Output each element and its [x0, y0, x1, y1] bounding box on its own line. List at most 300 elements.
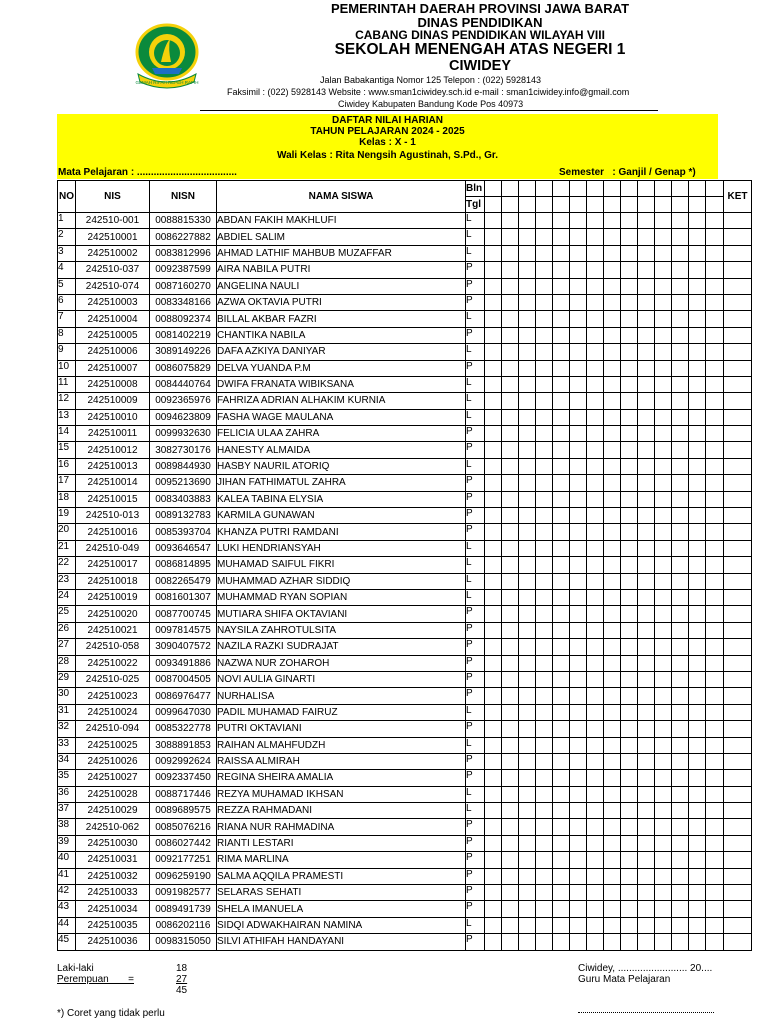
- grade-cell[interactable]: [536, 426, 553, 442]
- grade-cell[interactable]: [638, 245, 655, 261]
- grade-cell[interactable]: [689, 721, 706, 737]
- grade-cell[interactable]: [587, 852, 604, 868]
- ket-cell[interactable]: [724, 573, 752, 589]
- grade-cell[interactable]: [672, 655, 689, 671]
- grade-cell[interactable]: [655, 803, 672, 819]
- grade-cell[interactable]: [655, 442, 672, 458]
- grade-cell[interactable]: [672, 704, 689, 720]
- grade-cell[interactable]: [485, 393, 502, 409]
- grade-cell[interactable]: [706, 426, 724, 442]
- grade-cell[interactable]: [502, 557, 519, 573]
- grade-cell[interactable]: [536, 819, 553, 835]
- grade-cell[interactable]: [587, 803, 604, 819]
- grade-cell[interactable]: [655, 393, 672, 409]
- grade-cell[interactable]: [519, 639, 536, 655]
- grade-cell[interactable]: [536, 753, 553, 769]
- grade-cell[interactable]: [502, 508, 519, 524]
- grade-cell[interactable]: [672, 344, 689, 360]
- grade-cell[interactable]: [638, 491, 655, 507]
- grade-cell[interactable]: [689, 376, 706, 392]
- grade-cell[interactable]: [706, 852, 724, 868]
- grade-cell[interactable]: [689, 622, 706, 638]
- grade-cell[interactable]: [672, 868, 689, 884]
- grade-cell[interactable]: [706, 868, 724, 884]
- ket-cell[interactable]: [724, 852, 752, 868]
- grade-cell[interactable]: [672, 426, 689, 442]
- grade-cell[interactable]: [485, 278, 502, 294]
- grade-cell[interactable]: [502, 245, 519, 261]
- ket-cell[interactable]: [724, 557, 752, 573]
- grade-cell[interactable]: [587, 409, 604, 425]
- grade-cell[interactable]: [672, 622, 689, 638]
- grade-cell[interactable]: [485, 491, 502, 507]
- grade-cell[interactable]: [655, 688, 672, 704]
- ket-cell[interactable]: [724, 508, 752, 524]
- grade-cell[interactable]: [638, 655, 655, 671]
- grade-cell[interactable]: [638, 229, 655, 245]
- grade-cell[interactable]: [553, 442, 570, 458]
- ket-cell[interactable]: [724, 868, 752, 884]
- grade-cell[interactable]: [672, 589, 689, 605]
- grade-cell[interactable]: [536, 213, 553, 229]
- grade-cell[interactable]: [621, 245, 638, 261]
- grade-cell[interactable]: [519, 671, 536, 687]
- grade-cell[interactable]: [587, 524, 604, 540]
- grade-cell[interactable]: [519, 901, 536, 917]
- grade-cell[interactable]: [502, 852, 519, 868]
- grade-cell[interactable]: [485, 835, 502, 851]
- grade-cell[interactable]: [519, 688, 536, 704]
- ket-cell[interactable]: [724, 229, 752, 245]
- grade-cell[interactable]: [570, 344, 587, 360]
- grade-cell[interactable]: [485, 934, 502, 950]
- grade-cell[interactable]: [655, 885, 672, 901]
- grade-cell[interactable]: [587, 327, 604, 343]
- grade-cell[interactable]: [638, 868, 655, 884]
- grade-cell[interactable]: [672, 458, 689, 474]
- grade-cell[interactable]: [621, 934, 638, 950]
- grade-cell[interactable]: [485, 737, 502, 753]
- grade-cell[interactable]: [570, 934, 587, 950]
- grade-cell[interactable]: [638, 409, 655, 425]
- grade-cell[interactable]: [553, 458, 570, 474]
- grade-cell[interactable]: [519, 704, 536, 720]
- grade-cell[interactable]: [519, 589, 536, 605]
- grade-cell[interactable]: [570, 606, 587, 622]
- grade-cell[interactable]: [502, 573, 519, 589]
- grade-cell[interactable]: [536, 589, 553, 605]
- ket-cell[interactable]: [724, 885, 752, 901]
- grade-cell[interactable]: [655, 475, 672, 491]
- grade-cell[interactable]: [604, 524, 621, 540]
- grade-cell[interactable]: [536, 770, 553, 786]
- ket-cell[interactable]: [724, 639, 752, 655]
- grade-cell[interactable]: [604, 868, 621, 884]
- grade-cell[interactable]: [570, 655, 587, 671]
- grade-cell[interactable]: [655, 655, 672, 671]
- grade-cell[interactable]: [570, 458, 587, 474]
- grade-cell[interactable]: [621, 344, 638, 360]
- ket-cell[interactable]: [724, 294, 752, 310]
- grade-cell[interactable]: [553, 540, 570, 556]
- grade-cell[interactable]: [706, 393, 724, 409]
- grade-cell[interactable]: [536, 639, 553, 655]
- grade-cell[interactable]: [706, 278, 724, 294]
- grade-cell[interactable]: [604, 213, 621, 229]
- grade-cell[interactable]: [604, 901, 621, 917]
- grade-cell[interactable]: [672, 737, 689, 753]
- grade-cell[interactable]: [485, 803, 502, 819]
- grade-cell[interactable]: [536, 262, 553, 278]
- grade-cell[interactable]: [536, 294, 553, 310]
- grade-cell[interactable]: [621, 901, 638, 917]
- grade-cell[interactable]: [655, 868, 672, 884]
- grade-cell[interactable]: [485, 655, 502, 671]
- grade-cell[interactable]: [655, 557, 672, 573]
- grade-cell[interactable]: [536, 885, 553, 901]
- grade-cell[interactable]: [604, 327, 621, 343]
- grade-cell[interactable]: [706, 671, 724, 687]
- grade-cell[interactable]: [655, 491, 672, 507]
- grade-cell[interactable]: [570, 278, 587, 294]
- grade-cell[interactable]: [706, 262, 724, 278]
- grade-cell[interactable]: [485, 245, 502, 261]
- grade-cell[interactable]: [485, 901, 502, 917]
- grade-cell[interactable]: [689, 737, 706, 753]
- grade-cell[interactable]: [672, 278, 689, 294]
- grade-cell[interactable]: [587, 917, 604, 933]
- grade-cell[interactable]: [604, 573, 621, 589]
- grade-cell[interactable]: [638, 885, 655, 901]
- grade-cell[interactable]: [638, 262, 655, 278]
- grade-cell[interactable]: [604, 245, 621, 261]
- grade-cell[interactable]: [587, 442, 604, 458]
- grade-cell[interactable]: [553, 245, 570, 261]
- grade-cell[interactable]: [689, 360, 706, 376]
- grade-cell[interactable]: [536, 721, 553, 737]
- grade-cell[interactable]: [553, 278, 570, 294]
- grade-cell[interactable]: [621, 213, 638, 229]
- grade-cell[interactable]: [485, 573, 502, 589]
- ket-cell[interactable]: [724, 671, 752, 687]
- grade-cell[interactable]: [706, 229, 724, 245]
- grade-cell[interactable]: [621, 409, 638, 425]
- grade-cell[interactable]: [655, 934, 672, 950]
- grade-cell[interactable]: [553, 901, 570, 917]
- grade-cell[interactable]: [672, 819, 689, 835]
- grade-cell[interactable]: [621, 278, 638, 294]
- grade-cell[interactable]: [485, 311, 502, 327]
- grade-cell[interactable]: [638, 753, 655, 769]
- grade-cell[interactable]: [604, 671, 621, 687]
- grade-cell[interactable]: [485, 622, 502, 638]
- grade-cell[interactable]: [672, 852, 689, 868]
- grade-cell[interactable]: [570, 885, 587, 901]
- grade-cell[interactable]: [621, 737, 638, 753]
- grade-cell[interactable]: [604, 557, 621, 573]
- grade-cell[interactable]: [638, 737, 655, 753]
- grade-cell[interactable]: [706, 589, 724, 605]
- grade-cell[interactable]: [621, 458, 638, 474]
- grade-cell[interactable]: [553, 524, 570, 540]
- ket-cell[interactable]: [724, 409, 752, 425]
- grade-cell[interactable]: [587, 885, 604, 901]
- grade-cell[interactable]: [672, 885, 689, 901]
- grade-cell[interactable]: [604, 229, 621, 245]
- grade-cell[interactable]: [502, 704, 519, 720]
- grade-cell[interactable]: [502, 639, 519, 655]
- grade-cell[interactable]: [689, 327, 706, 343]
- grade-cell[interactable]: [587, 262, 604, 278]
- grade-cell[interactable]: [553, 262, 570, 278]
- grade-cell[interactable]: [502, 426, 519, 442]
- grade-cell[interactable]: [706, 934, 724, 950]
- grade-cell[interactable]: [502, 262, 519, 278]
- grade-cell[interactable]: [502, 786, 519, 802]
- grade-cell[interactable]: [655, 376, 672, 392]
- grade-cell[interactable]: [570, 557, 587, 573]
- grade-cell[interactable]: [672, 770, 689, 786]
- grade-cell[interactable]: [604, 639, 621, 655]
- grade-cell[interactable]: [655, 262, 672, 278]
- grade-cell[interactable]: [536, 868, 553, 884]
- grade-cell[interactable]: [536, 786, 553, 802]
- grade-cell[interactable]: [672, 753, 689, 769]
- ket-cell[interactable]: [724, 688, 752, 704]
- ket-cell[interactable]: [724, 311, 752, 327]
- grade-cell[interactable]: [536, 557, 553, 573]
- grade-cell[interactable]: [519, 409, 536, 425]
- grade-cell[interactable]: [519, 770, 536, 786]
- grade-cell[interactable]: [689, 770, 706, 786]
- grade-cell[interactable]: [502, 442, 519, 458]
- grade-cell[interactable]: [587, 868, 604, 884]
- grade-cell[interactable]: [536, 655, 553, 671]
- grade-cell[interactable]: [485, 344, 502, 360]
- grade-cell[interactable]: [570, 393, 587, 409]
- grade-cell[interactable]: [536, 229, 553, 245]
- grade-cell[interactable]: [689, 753, 706, 769]
- grade-cell[interactable]: [485, 606, 502, 622]
- grade-cell[interactable]: [570, 852, 587, 868]
- grade-cell[interactable]: [672, 688, 689, 704]
- grade-cell[interactable]: [553, 294, 570, 310]
- grade-cell[interactable]: [655, 917, 672, 933]
- grade-cell[interactable]: [502, 737, 519, 753]
- grade-cell[interactable]: [519, 917, 536, 933]
- grade-cell[interactable]: [570, 311, 587, 327]
- grade-cell[interactable]: [638, 393, 655, 409]
- grade-cell[interactable]: [689, 262, 706, 278]
- ket-cell[interactable]: [724, 803, 752, 819]
- grade-cell[interactable]: [621, 852, 638, 868]
- grade-cell[interactable]: [570, 835, 587, 851]
- grade-cell[interactable]: [638, 458, 655, 474]
- grade-cell[interactable]: [519, 524, 536, 540]
- grade-cell[interactable]: [672, 803, 689, 819]
- grade-cell[interactable]: [570, 737, 587, 753]
- grade-cell[interactable]: [706, 344, 724, 360]
- grade-cell[interactable]: [621, 229, 638, 245]
- ket-cell[interactable]: [724, 819, 752, 835]
- grade-cell[interactable]: [604, 917, 621, 933]
- grade-cell[interactable]: [519, 229, 536, 245]
- grade-cell[interactable]: [638, 426, 655, 442]
- ket-cell[interactable]: [724, 786, 752, 802]
- grade-cell[interactable]: [519, 622, 536, 638]
- grade-cell[interactable]: [604, 262, 621, 278]
- grade-cell[interactable]: [536, 409, 553, 425]
- ket-cell[interactable]: [724, 491, 752, 507]
- grade-cell[interactable]: [706, 655, 724, 671]
- grade-cell[interactable]: [689, 868, 706, 884]
- grade-cell[interactable]: [570, 376, 587, 392]
- grade-cell[interactable]: [485, 868, 502, 884]
- grade-cell[interactable]: [689, 245, 706, 261]
- grade-cell[interactable]: [502, 885, 519, 901]
- grade-cell[interactable]: [553, 671, 570, 687]
- grade-cell[interactable]: [587, 835, 604, 851]
- grade-cell[interactable]: [502, 540, 519, 556]
- grade-cell[interactable]: [553, 229, 570, 245]
- grade-cell[interactable]: [502, 278, 519, 294]
- grade-cell[interactable]: [621, 475, 638, 491]
- grade-cell[interactable]: [485, 688, 502, 704]
- grade-cell[interactable]: [502, 327, 519, 343]
- grade-cell[interactable]: [502, 917, 519, 933]
- grade-cell[interactable]: [587, 360, 604, 376]
- grade-cell[interactable]: [638, 688, 655, 704]
- grade-cell[interactable]: [553, 475, 570, 491]
- grade-cell[interactable]: [638, 475, 655, 491]
- grade-cell[interactable]: [587, 721, 604, 737]
- grade-cell[interactable]: [536, 606, 553, 622]
- grade-cell[interactable]: [536, 393, 553, 409]
- grade-cell[interactable]: [519, 262, 536, 278]
- grade-cell[interactable]: [655, 540, 672, 556]
- grade-cell[interactable]: [570, 622, 587, 638]
- grade-cell[interactable]: [689, 426, 706, 442]
- grade-cell[interactable]: [587, 671, 604, 687]
- grade-cell[interactable]: [655, 622, 672, 638]
- grade-cell[interactable]: [587, 540, 604, 556]
- grade-cell[interactable]: [536, 360, 553, 376]
- grade-cell[interactable]: [706, 835, 724, 851]
- grade-cell[interactable]: [553, 491, 570, 507]
- grade-cell[interactable]: [485, 327, 502, 343]
- ket-cell[interactable]: [724, 835, 752, 851]
- grade-cell[interactable]: [655, 753, 672, 769]
- grade-cell[interactable]: [689, 786, 706, 802]
- grade-cell[interactable]: [638, 721, 655, 737]
- ket-cell[interactable]: [724, 327, 752, 343]
- grade-cell[interactable]: [587, 934, 604, 950]
- grade-cell[interactable]: [638, 589, 655, 605]
- grade-cell[interactable]: [655, 213, 672, 229]
- grade-cell[interactable]: [604, 508, 621, 524]
- grade-cell[interactable]: [638, 344, 655, 360]
- grade-cell[interactable]: [502, 409, 519, 425]
- grade-cell[interactable]: [604, 934, 621, 950]
- grade-cell[interactable]: [553, 639, 570, 655]
- grade-cell[interactable]: [587, 589, 604, 605]
- grade-cell[interactable]: [553, 376, 570, 392]
- grade-cell[interactable]: [536, 475, 553, 491]
- grade-cell[interactable]: [655, 294, 672, 310]
- grade-cell[interactable]: [570, 327, 587, 343]
- grade-cell[interactable]: [570, 770, 587, 786]
- grade-cell[interactable]: [587, 245, 604, 261]
- grade-cell[interactable]: [553, 589, 570, 605]
- grade-cell[interactable]: [553, 426, 570, 442]
- grade-cell[interactable]: [485, 819, 502, 835]
- grade-cell[interactable]: [655, 819, 672, 835]
- grade-cell[interactable]: [689, 819, 706, 835]
- grade-cell[interactable]: [587, 655, 604, 671]
- grade-cell[interactable]: [655, 278, 672, 294]
- grade-cell[interactable]: [672, 573, 689, 589]
- grade-cell[interactable]: [536, 508, 553, 524]
- ket-cell[interactable]: [724, 278, 752, 294]
- grade-cell[interactable]: [485, 475, 502, 491]
- grade-cell[interactable]: [689, 229, 706, 245]
- grade-cell[interactable]: [638, 622, 655, 638]
- grade-cell[interactable]: [502, 311, 519, 327]
- grade-cell[interactable]: [604, 393, 621, 409]
- grade-cell[interactable]: [553, 803, 570, 819]
- grade-cell[interactable]: [621, 803, 638, 819]
- grade-cell[interactable]: [485, 557, 502, 573]
- grade-cell[interactable]: [706, 917, 724, 933]
- grade-cell[interactable]: [536, 852, 553, 868]
- grade-cell[interactable]: [638, 508, 655, 524]
- grade-cell[interactable]: [621, 376, 638, 392]
- grade-cell[interactable]: [655, 229, 672, 245]
- grade-cell[interactable]: [638, 278, 655, 294]
- grade-cell[interactable]: [587, 737, 604, 753]
- grade-cell[interactable]: [689, 852, 706, 868]
- grade-cell[interactable]: [689, 671, 706, 687]
- ket-cell[interactable]: [724, 606, 752, 622]
- grade-cell[interactable]: [570, 524, 587, 540]
- grade-cell[interactable]: [587, 508, 604, 524]
- grade-cell[interactable]: [689, 344, 706, 360]
- ket-cell[interactable]: [724, 704, 752, 720]
- grade-cell[interactable]: [570, 868, 587, 884]
- grade-cell[interactable]: [587, 786, 604, 802]
- ket-cell[interactable]: [724, 589, 752, 605]
- ket-cell[interactable]: [724, 901, 752, 917]
- grade-cell[interactable]: [604, 655, 621, 671]
- grade-cell[interactable]: [570, 704, 587, 720]
- ket-cell[interactable]: [724, 917, 752, 933]
- grade-cell[interactable]: [553, 327, 570, 343]
- grade-cell[interactable]: [672, 360, 689, 376]
- grade-cell[interactable]: [604, 311, 621, 327]
- grade-cell[interactable]: [485, 721, 502, 737]
- grade-cell[interactable]: [604, 344, 621, 360]
- grade-cell[interactable]: [706, 721, 724, 737]
- grade-cell[interactable]: [587, 278, 604, 294]
- ket-cell[interactable]: [724, 442, 752, 458]
- grade-cell[interactable]: [604, 803, 621, 819]
- grade-cell[interactable]: [706, 245, 724, 261]
- grade-cell[interactable]: [519, 852, 536, 868]
- grade-cell[interactable]: [604, 475, 621, 491]
- grade-cell[interactable]: [502, 770, 519, 786]
- grade-cell[interactable]: [689, 213, 706, 229]
- grade-cell[interactable]: [587, 426, 604, 442]
